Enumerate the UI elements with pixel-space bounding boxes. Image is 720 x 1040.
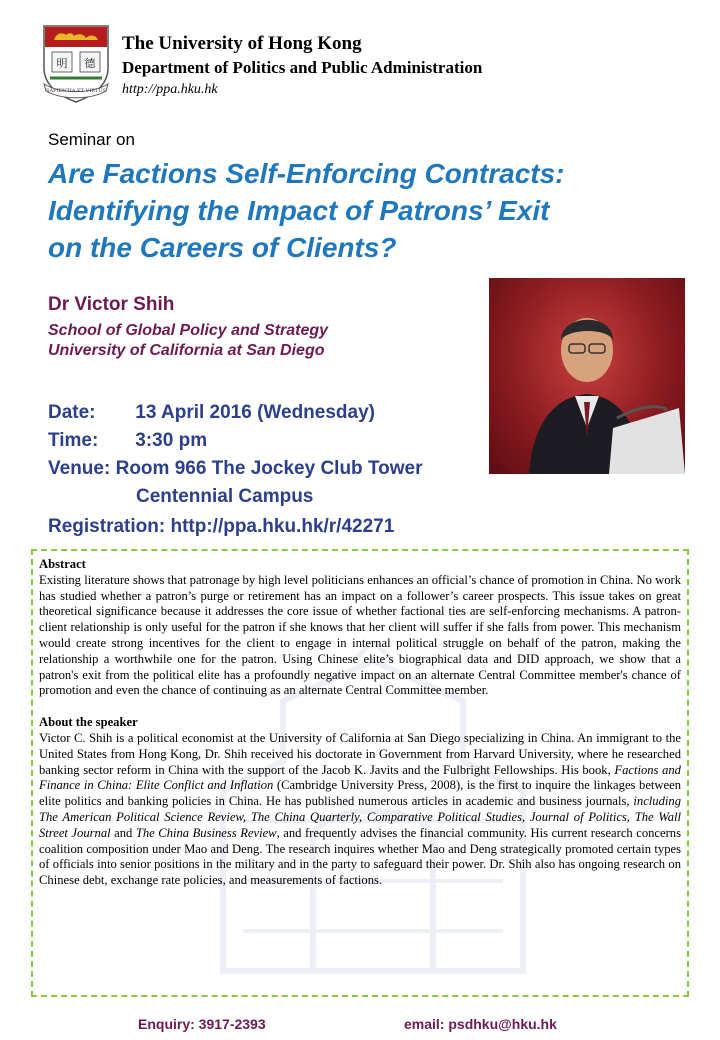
date-value: 13 April 2016 (Wednesday) (135, 402, 375, 423)
bio-and: and (114, 825, 133, 840)
abstract-content (39, 557, 681, 889)
department-name: Department of Politics and Public Administration (122, 58, 483, 77)
time-label: Time: (48, 430, 99, 451)
speaker-affiliation-university: University of California at San Diego (48, 342, 325, 359)
abstract-heading: Abstract (39, 557, 86, 571)
university-name: The University of Hong Kong (122, 33, 362, 54)
speaker-name: Dr Victor Shih (48, 294, 175, 315)
seminar-venue (48, 458, 423, 480)
seminar-time (48, 430, 207, 452)
title-line: on the Careers of Clients? (48, 232, 397, 263)
svg-text:德: 德 (84, 57, 96, 70)
seminar-intro: Seminar on (48, 130, 135, 149)
department-url[interactable]: http://ppa.hku.hk (122, 82, 218, 97)
title-line: Are Factions Self-Enforcing Contracts: (48, 158, 565, 189)
about-speaker-text (39, 731, 681, 889)
about-speaker-heading: About the speaker (39, 715, 138, 730)
journal-list: including The American Political Science Review, The China Quarterly, Comparative Political Studies, Journal of Politics, The Wall Street Journal (39, 794, 681, 840)
bio-part-3: , and frequently advises the financial community. His current research concerns coalition composition under Mao and Deng. The research inquires whether Mao and Deng strategically promoted certain types of officials into senior positions in the military and in the party to safeguard their power. Dr. Shih also has ongoing research on Chinese debt, exchange rate policies, and measurements of factions. (39, 825, 681, 888)
venue-label: Venue: (48, 458, 111, 479)
speaker-photo (489, 278, 685, 474)
seminar-title (48, 155, 720, 266)
date-label: Date: (48, 402, 96, 423)
venue-line-1: Room 966 The Jockey Club Tower (115, 458, 423, 479)
abstract-box (31, 549, 689, 997)
title-line: Identifying the Impact of Patrons’ Exit (48, 195, 550, 226)
venue-line-2: Centennial Campus (136, 486, 314, 507)
bio-part-1: Victor C. Shih is a political economist at the University of California at San Diego specializing in China. An immigrant to the United States from Hong Kong, Dr. Shih received his doctorate in Government from Harvard University, where he researched banking sector reform in China with the support of the Jacob K. Javits and the Fulbright Fellowships. His book, (39, 730, 681, 777)
book-title: Factions and Finance in China: Elite Conflict and Inflation (39, 762, 681, 793)
bio-part-2: (Cambridge University Press, 2008), is the first to inquire the linkages between elite politics and banking policies in China. He has published numerous articles in academic and business journals, (39, 778, 681, 809)
contact-email[interactable]: email: psdhku@hku.hk (404, 1016, 557, 1032)
registration-link[interactable]: http://ppa.hku.hk/r/42271 (170, 516, 395, 537)
enquiry-phone: Enquiry: 3917-2393 (138, 1016, 266, 1032)
time-value: 3:30 pm (135, 430, 208, 451)
svg-text:SAPIENTIA ET VIRTUS: SAPIENTIA ET VIRTUS (46, 88, 106, 94)
journal-last: The China Business Review (135, 825, 277, 840)
registration-label: Registration: (48, 516, 166, 537)
abstract-text: Existing literature shows that patronage by high level politicians enhances an official’s chance of promotion in China. No work has studied whether a patron’s purge or retirement has an impact on a follower’s career prospects. This issue takes on great theoretical significance because it addresses the core issue of whether factional ties are self-enforcing mechanisms. A patron-client relationship is only useful for the patron if she knows that her client will suffer if she falls from power. This mechanism would create strong incentives for the client to engage in internal political struggle on behalf of the patron, making the relationship a worthwhile one for the patron. Using Chinese elite’s biographical data and DID approach, we show that a patron's exit from the political elite has a profoundly negative impact on an alternate Central Committee member's chance of promotion and even the chance of continuing as an alternate Central Committee member. (39, 572, 681, 698)
seminar-date (48, 402, 375, 424)
seminar-registration (48, 516, 394, 538)
svg-text:明: 明 (56, 57, 68, 70)
speaker-affiliation-school: School of Global Policy and Strategy (48, 322, 329, 339)
hku-crest-logo (40, 24, 112, 104)
